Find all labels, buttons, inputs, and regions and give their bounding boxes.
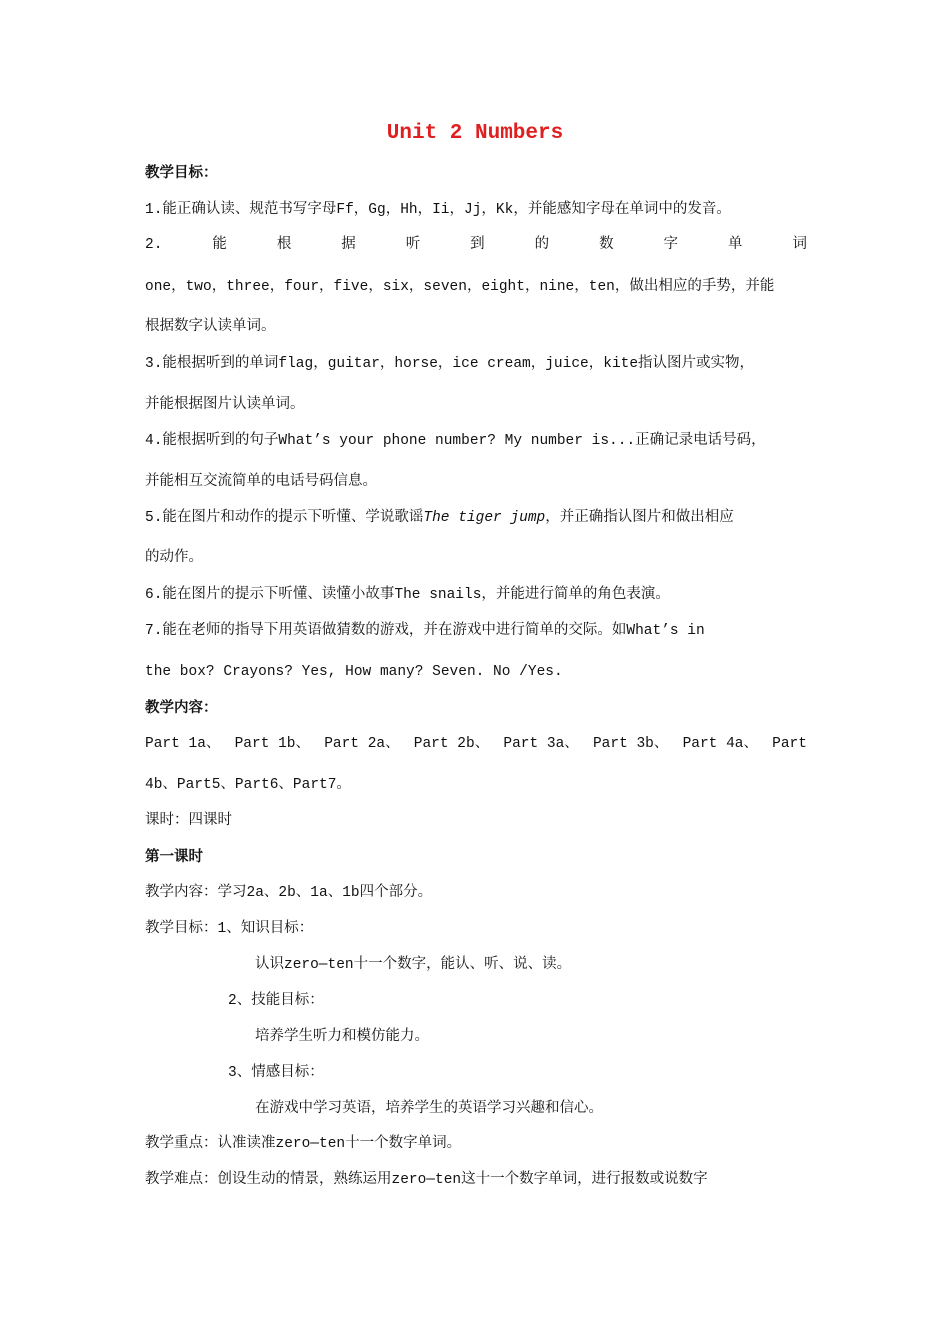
objective-5-line1 — [145, 508, 807, 528]
lesson1-content: 教学内容：学习2a、2b、1a、1b四个部分。 — [145, 885, 433, 901]
content-part: Part 3a、 — [503, 736, 579, 752]
obj5-prefix: 5.能在图片和动作的提示下听懂、学说歌谣 — [145, 510, 424, 526]
content-part: Part 4a、 — [682, 736, 758, 752]
content-heading: 教学内容： — [145, 700, 218, 716]
objectives-heading: 教学目标： — [145, 165, 218, 181]
obj2-part: 据 — [341, 237, 356, 253]
objective-2-line3: 根据数字认读单词。 — [145, 319, 276, 335]
goal2-label: 2、技能目标： — [228, 993, 324, 1009]
obj2-part: 2. — [145, 237, 163, 253]
obj2-part: 词 — [792, 237, 807, 253]
goal3-text: 在游戏中学习英语，培养学生的英语学习兴趣和信心。 — [255, 1101, 603, 1117]
content-parts-line1 — [145, 734, 807, 754]
objective-4-line2: 并能相互交流简单的电话号码信息。 — [145, 474, 377, 490]
objective-7-line2: the box? Crayons? Yes, How many? Seven. No /Yes. — [145, 664, 563, 680]
content-parts-line2: 4b、Part5、Part6、Part7。 — [145, 777, 351, 793]
content-part: Part 1b、 — [234, 736, 311, 752]
obj2-part: 根 — [276, 237, 292, 253]
obj2-part: 单 — [727, 237, 743, 253]
objective-3-line2: 并能根据图片认读单词。 — [145, 397, 305, 413]
objective-5-line2: 的动作。 — [145, 550, 203, 566]
content-part: Part 2a、 — [324, 736, 400, 752]
obj2-part: 字 — [663, 237, 679, 253]
objective-4-line1: 4.能根据听到的句子What’s your phone number? My number is...正确记录电话号码， — [145, 433, 766, 449]
obj2-part: 的 — [534, 237, 550, 253]
content-part: Part — [772, 736, 807, 752]
obj2-part: 能 — [212, 237, 227, 253]
class-periods: 课时：四课时 — [145, 813, 232, 829]
goal2-text: 培养学生听力和模仿能力。 — [255, 1029, 429, 1045]
obj2-part: 到 — [470, 237, 485, 253]
song-title: The tiger jump — [423, 510, 546, 526]
objective-1: 1.能正确认读、规范书写字母Ff，Gg，Hh，Ii，Jj，Kk，并能感知字母在单词中的发音。 — [145, 202, 731, 218]
objective-6: 6.能在图片的提示下听懂、读懂小故事The snails，并能进行简单的角色表演。 — [145, 587, 670, 603]
goal3-label: 3、情感目标： — [228, 1065, 324, 1081]
content-part: Part 3b、 — [592, 736, 669, 752]
obj2-part: 听 — [405, 237, 421, 253]
content-part: Part 1a、 — [145, 736, 221, 752]
objective-2-line1 — [145, 235, 807, 255]
objective-3-line1: 3.能根据听到的单词flag，guitar，horse，ice cream，juice，kite指认图片或实物， — [145, 356, 755, 372]
obj5-suffix: ，并正确指认图片和做出相应 — [545, 510, 734, 526]
objective-7-line1: 7.能在老师的指导下用英语做猜数的游戏，并在游戏中进行简单的交际。如What’s in — [145, 623, 705, 639]
document-title: Unit 2 Numbers — [386, 122, 564, 145]
content-part: Part 2b、 — [413, 736, 490, 752]
obj2-part: 数 — [599, 237, 614, 253]
key-point: 教学重点：认准读准zero—ten十一个数字单词。 — [145, 1136, 462, 1152]
objective-2-line2: one，two，three，four，five，six，seven，eight，nine，ten，做出相应的手势，并能 — [145, 279, 775, 295]
difficulty: 教学难点：创设生动的情景，熟练运用zero—ten这十一个数字单词，进行报数或说数字 — [145, 1172, 708, 1188]
lesson1-goal-label: 教学目标：1、知识目标： — [145, 921, 314, 937]
goal1-text: 认识zero—ten十一个数字，能认、听、说、读。 — [255, 957, 572, 973]
lesson1-heading: 第一课时 — [145, 849, 203, 865]
